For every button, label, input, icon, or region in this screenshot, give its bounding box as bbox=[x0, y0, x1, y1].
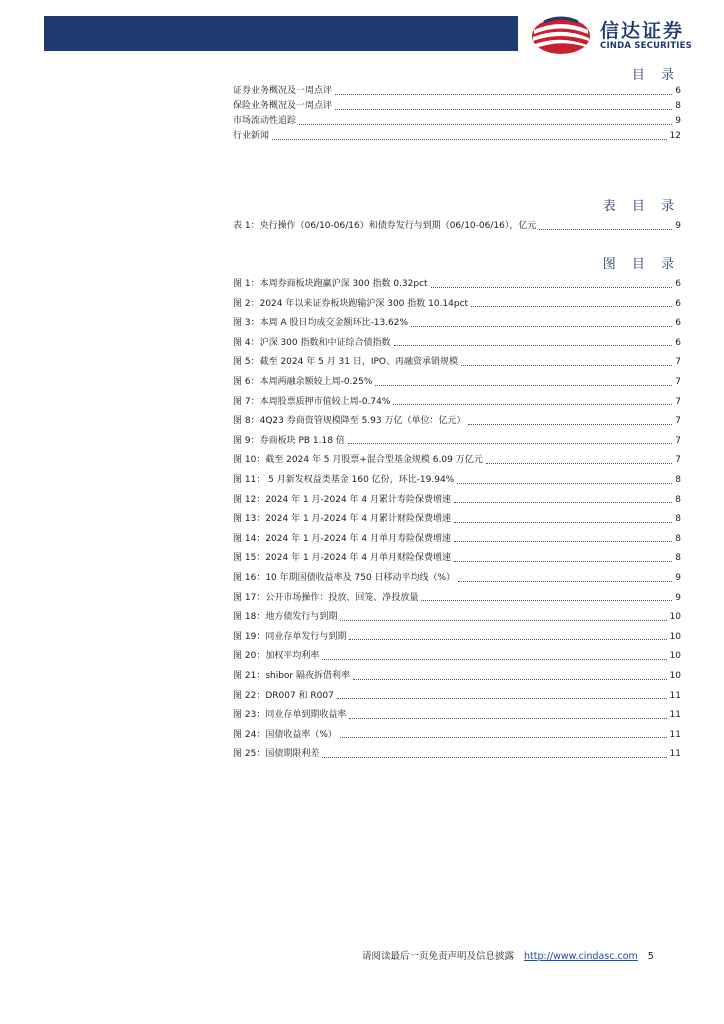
entry-page-number: 8 bbox=[675, 514, 681, 525]
dot-leader bbox=[322, 749, 666, 758]
entry-label: 图 12：2024 年 1 月-2024 年 4 月累计寿险保费增速 bbox=[233, 494, 451, 505]
entry-label: 图 15：2024 年 1 月-2024 年 4 月单月财险保费增速 bbox=[233, 553, 451, 564]
entry-label: 证券业务概况及一周点评 bbox=[233, 86, 333, 96]
toc-entry[interactable] bbox=[233, 276, 681, 290]
entry-label: 行业新闻 bbox=[233, 131, 270, 141]
company-logo bbox=[530, 14, 710, 56]
entry-page-number: 8 bbox=[675, 101, 681, 111]
entry-page-number: 7 bbox=[675, 455, 681, 466]
footer-url-link[interactable]: http://www.cindasc.com bbox=[524, 951, 638, 962]
entry-label: 图 17：公开市场操作：投放、回笼、净投放量 bbox=[233, 592, 419, 603]
entry-page-number: 7 bbox=[675, 396, 681, 407]
entry-label: 图 5：截至 2024 年 5 月 31 日，IPO、再融资承销规模 bbox=[233, 357, 459, 368]
entry-page-number: 7 bbox=[675, 377, 681, 387]
entry-label: 图 14：2024 年 1 月-2024 年 4 月单月寿险保费增速 bbox=[233, 533, 451, 544]
entry-label: 图 11： 5 月新发权益类基金 160 亿份，环比-19.94% bbox=[233, 475, 455, 485]
toc-entry[interactable] bbox=[233, 394, 681, 408]
entry-label: 图 4：沪深 300 指数和中证综合债指数 bbox=[233, 337, 391, 348]
toc-entry[interactable] bbox=[233, 550, 681, 564]
entry-label: 图 3：本周 A 股日均成交金额环比-13.62% bbox=[233, 318, 409, 329]
dot-leader bbox=[349, 710, 666, 719]
toc-title: 目 录 bbox=[631, 68, 680, 83]
dot-leader bbox=[454, 553, 672, 562]
toc-entry[interactable] bbox=[233, 648, 681, 662]
dot-leader bbox=[394, 337, 673, 346]
entry-label: 图 19：同业存单发行与到期 bbox=[233, 631, 347, 642]
dot-leader bbox=[457, 475, 672, 484]
dot-leader bbox=[421, 592, 672, 601]
toc-entry[interactable] bbox=[233, 472, 681, 486]
toc-entry[interactable] bbox=[233, 218, 681, 232]
entry-page-number: 7 bbox=[675, 416, 681, 427]
dot-leader bbox=[454, 514, 672, 523]
logo-chinese-text: 信达证券 bbox=[600, 20, 685, 42]
entry-label: 图 24：国债收益率（%） bbox=[233, 729, 337, 740]
entry-page-number: 11 bbox=[669, 710, 681, 721]
entry-label: 图 6：本周两融余额较上周-0.25% bbox=[233, 377, 373, 387]
entry-page-number: 9 bbox=[675, 221, 681, 231]
toc-entry[interactable] bbox=[233, 570, 681, 584]
entry-page-number: 12 bbox=[669, 131, 681, 141]
entry-page-number: 8 bbox=[675, 553, 681, 564]
entry-page-number: 10 bbox=[669, 612, 681, 623]
dot-leader bbox=[353, 671, 667, 680]
entry-page-number: 10 bbox=[669, 651, 681, 662]
dot-leader bbox=[539, 221, 672, 230]
footer-disclaimer: 请阅读最后一页免责声明及信息披露 bbox=[362, 951, 515, 962]
toc-entry[interactable] bbox=[233, 315, 681, 329]
entry-page-number: 11 bbox=[669, 690, 681, 701]
dot-leader bbox=[411, 318, 672, 327]
dot-leader bbox=[458, 573, 672, 582]
toc-entry[interactable] bbox=[233, 746, 681, 760]
figure-list-title: 图 目 录 bbox=[602, 257, 680, 272]
entry-page-number: 7 bbox=[675, 435, 681, 446]
entry-label: 图 1：本周券商板块跑赢沪深 300 指数 0.32pct bbox=[233, 279, 428, 289]
toc-entry[interactable] bbox=[233, 688, 681, 702]
dot-leader bbox=[454, 533, 672, 542]
dot-leader bbox=[375, 377, 672, 386]
toc-entry[interactable] bbox=[233, 609, 681, 623]
entry-page-number: 9 bbox=[675, 116, 681, 126]
dot-leader bbox=[272, 131, 667, 140]
logo-english-text: CINDA SECURITIES bbox=[600, 41, 692, 51]
entry-page-number: 10 bbox=[669, 631, 681, 642]
entry-page-number: 8 bbox=[675, 533, 681, 544]
toc-entry[interactable] bbox=[233, 98, 681, 112]
cinda-logo-icon bbox=[530, 14, 592, 56]
entry-label: 图 25：国债期限利差 bbox=[233, 749, 320, 760]
toc-entry[interactable] bbox=[233, 413, 681, 427]
entry-label: 图 13：2024 年 1 月-2024 年 4 月累计财险保费增速 bbox=[233, 514, 451, 525]
entry-page-number: 11 bbox=[669, 749, 681, 760]
entry-label: 图 22：DR007 和 R007 bbox=[233, 690, 334, 701]
toc-entry[interactable] bbox=[233, 668, 681, 682]
entry-label: 图 7：本周股票质押市值较上周-0.74% bbox=[233, 396, 391, 407]
dot-leader bbox=[461, 357, 672, 366]
entry-label: 图 10：截至 2024 年 5 月股票+混合型基金规模 6.09 万亿元 bbox=[233, 455, 483, 466]
dot-leader bbox=[454, 494, 672, 503]
entry-page-number: 7 bbox=[675, 357, 681, 368]
toc-entry[interactable] bbox=[233, 492, 681, 506]
entry-label: 图 23：同业存单到期收益率 bbox=[233, 710, 347, 721]
toc-entry[interactable] bbox=[233, 511, 681, 525]
toc-entry[interactable] bbox=[233, 374, 681, 388]
entry-label: 表 1：央行操作（06/10-06/16）和债券发行与到期（06/10-06/16），亿元 bbox=[233, 221, 537, 231]
entry-page-number: 10 bbox=[669, 671, 681, 681]
toc-entry[interactable] bbox=[233, 128, 681, 142]
entry-page-number: 6 bbox=[675, 318, 681, 329]
dot-leader bbox=[349, 631, 666, 640]
page-footer bbox=[362, 948, 654, 962]
dot-leader bbox=[340, 729, 667, 738]
entry-page-number: 6 bbox=[675, 298, 681, 309]
dot-leader bbox=[340, 612, 666, 621]
dot-leader bbox=[348, 435, 672, 444]
entry-page-number: 6 bbox=[675, 86, 681, 96]
entry-label: 图 18：地方债发行与到期 bbox=[233, 612, 338, 623]
entry-page-number: 6 bbox=[675, 337, 681, 348]
toc-entry[interactable] bbox=[233, 590, 681, 604]
entry-label: 图 9：券商板块 PB 1.18 倍 bbox=[233, 435, 345, 446]
entry-label: 图 21：shibor 隔夜拆借利率 bbox=[233, 671, 350, 681]
entry-label: 图 2：2024 年以来证券板块跑输沪深 300 指数 10.14pct bbox=[233, 298, 469, 309]
dot-leader bbox=[431, 279, 673, 288]
header-bar bbox=[44, 16, 518, 51]
toc-entry[interactable] bbox=[233, 727, 681, 741]
toc-entry[interactable] bbox=[233, 707, 681, 721]
entry-label: 图 20：加权平均利率 bbox=[233, 651, 320, 662]
dot-leader bbox=[299, 116, 672, 125]
toc-entry[interactable] bbox=[233, 296, 681, 310]
dot-leader bbox=[486, 455, 673, 464]
entry-page-number: 8 bbox=[675, 475, 681, 485]
entry-page-number: 11 bbox=[669, 729, 681, 740]
entry-label: 保险业务概况及一周点评 bbox=[233, 101, 333, 111]
dot-leader bbox=[335, 101, 672, 110]
entry-label: 市场流动性追踪 bbox=[233, 116, 297, 126]
entry-page-number: 9 bbox=[675, 592, 681, 603]
toc-entry[interactable] bbox=[233, 452, 681, 466]
toc-entry[interactable] bbox=[233, 629, 681, 643]
table-list-title: 表 目 录 bbox=[602, 199, 680, 214]
dot-leader bbox=[322, 651, 666, 660]
toc-entry[interactable] bbox=[233, 531, 681, 545]
toc-entry[interactable] bbox=[233, 433, 681, 447]
entry-label: 图 16：10 年期国债收益率及 750 日移动平均线（%） bbox=[233, 573, 456, 583]
dot-leader bbox=[337, 690, 667, 699]
toc-entry[interactable] bbox=[233, 354, 681, 368]
entry-label: 图 8：4Q23 券商资管规模降至 5.93 万亿（单位：亿元） bbox=[233, 416, 466, 427]
toc-entry[interactable] bbox=[233, 113, 681, 127]
entry-page-number: 9 bbox=[675, 573, 681, 583]
dot-leader bbox=[393, 396, 672, 405]
toc-entry[interactable] bbox=[233, 83, 681, 97]
dot-leader bbox=[471, 298, 672, 307]
toc-entry[interactable] bbox=[233, 335, 681, 349]
dot-leader bbox=[335, 86, 672, 95]
entry-page-number: 6 bbox=[675, 279, 681, 289]
entry-page-number: 8 bbox=[675, 494, 681, 505]
footer-page-number: 5 bbox=[647, 951, 654, 962]
dot-leader bbox=[468, 416, 672, 425]
